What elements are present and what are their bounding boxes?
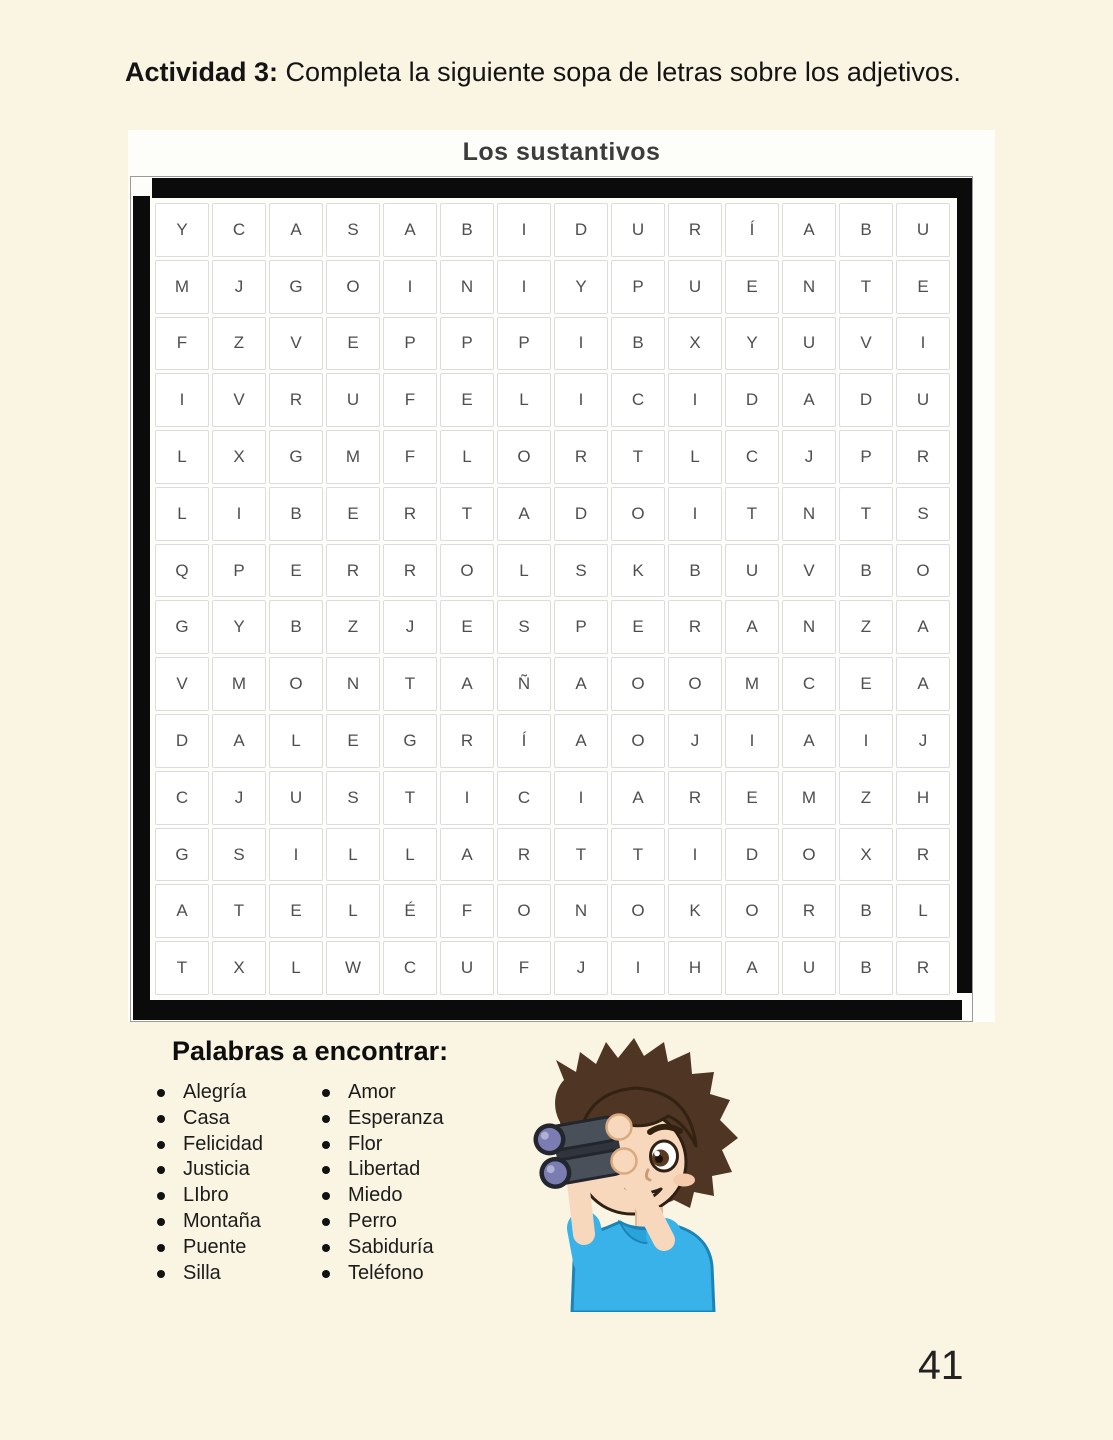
grid-cell-r3c8: I [554,317,608,371]
grid-cell-r10c10: J [668,714,722,768]
grid-cell-r9c3: O [269,657,323,711]
grid-cell-r10c12: A [782,714,836,768]
boy-blush [673,1174,695,1187]
grid-cell-r6c4: E [326,487,380,541]
grid-cell-r7c13: B [839,544,893,598]
boy-hand [607,1115,632,1140]
grid-cell-r3c11: Y [725,317,779,371]
word-item: Silla [153,1261,263,1287]
grid-cell-r11c14: H [896,771,950,825]
grid-cell-r11c4: S [326,771,380,825]
grid-cell-r9c5: T [383,657,437,711]
word-item: Libertad [318,1157,444,1183]
grid-cell-r1c10: R [668,203,722,257]
grid-cell-r9c10: O [668,657,722,711]
grid-cell-r6c8: D [554,487,608,541]
grid-cell-r7c5: R [383,544,437,598]
grid-cell-r11c11: E [725,771,779,825]
grid-cell-r12c2: S [212,828,266,882]
grid-cell-r3c13: V [839,317,893,371]
grid-cell-r7c9: K [611,544,665,598]
grid-cell-r3c4: E [326,317,380,371]
grid-cell-r14c13: B [839,941,893,995]
grid-cell-r6c6: T [440,487,494,541]
grid-cell-r13c1: A [155,884,209,938]
grid-cell-r5c4: M [326,430,380,484]
grid-cell-r3c3: V [269,317,323,371]
grid-cell-r14c10: H [668,941,722,995]
grid-cell-r5c10: L [668,430,722,484]
grid-cell-r3c5: P [383,317,437,371]
word-item: Flor [318,1132,444,1158]
grid-cell-r8c8: P [554,600,608,654]
grid-cell-r1c14: U [896,203,950,257]
word-item: LIbro [153,1183,263,1209]
grid-cell-r4c13: D [839,373,893,427]
grid-cell-r9c7: Ñ [497,657,551,711]
word-item: Teléfono [318,1261,444,1287]
grid-cell-r2c6: N [440,260,494,314]
grid-cell-r13c11: O [725,884,779,938]
grid-cell-r10c2: A [212,714,266,768]
grid-cell-r7c3: E [269,544,323,598]
grid-cell-r5c7: O [497,430,551,484]
grid-cell-r11c9: A [611,771,665,825]
grid-cell-r6c11: T [725,487,779,541]
grid-cell-r9c13: E [839,657,893,711]
grid-cell-r7c10: B [668,544,722,598]
grid-cell-r10c7: Í [497,714,551,768]
grid-cell-r1c13: B [839,203,893,257]
grid-cell-r2c1: M [155,260,209,314]
grid-cell-r1c1: Y [155,203,209,257]
grid-cell-r5c11: C [725,430,779,484]
letter-grid [155,203,950,995]
puzzle-frame-left-bar [133,196,150,1020]
grid-cell-r13c13: B [839,884,893,938]
grid-cell-r12c13: X [839,828,893,882]
grid-cell-r1c6: B [440,203,494,257]
grid-cell-r8c14: A [896,600,950,654]
word-item: Felicidad [153,1132,263,1158]
grid-cell-r9c2: M [212,657,266,711]
grid-cell-r12c5: L [383,828,437,882]
grid-cell-r2c13: T [839,260,893,314]
grid-cell-r9c6: A [440,657,494,711]
word-item: Justicia [153,1157,263,1183]
grid-cell-r4c14: U [896,373,950,427]
grid-cell-r10c5: G [383,714,437,768]
grid-cell-r7c1: Q [155,544,209,598]
puzzle-frame-top-bar [152,178,970,198]
grid-cell-r4c5: F [383,373,437,427]
grid-cell-r5c9: T [611,430,665,484]
grid-cell-r3c2: Z [212,317,266,371]
grid-cell-r1c3: A [269,203,323,257]
grid-cell-r11c2: J [212,771,266,825]
grid-cell-r8c4: Z [326,600,380,654]
grid-cell-r3c6: P [440,317,494,371]
grid-cell-r11c12: M [782,771,836,825]
grid-cell-r8c9: E [611,600,665,654]
grid-cell-r9c12: C [782,657,836,711]
grid-cell-r11c6: I [440,771,494,825]
grid-cell-r1c2: C [212,203,266,257]
word-list-heading: Palabras a encontrar: [172,1036,449,1066]
grid-cell-r4c2: V [212,373,266,427]
grid-cell-r6c9: O [611,487,665,541]
grid-cell-r7c7: L [497,544,551,598]
word-item: Alegría [153,1080,263,1106]
grid-cell-r6c10: I [668,487,722,541]
grid-cell-r10c13: I [839,714,893,768]
grid-cell-r13c14: L [896,884,950,938]
grid-cell-r6c1: L [155,487,209,541]
grid-cell-r9c11: M [725,657,779,711]
grid-cell-r8c10: R [668,600,722,654]
grid-cell-r1c4: S [326,203,380,257]
grid-cell-r4c9: C [611,373,665,427]
grid-cell-r7c14: O [896,544,950,598]
grid-cell-r13c6: F [440,884,494,938]
grid-cell-r2c5: I [383,260,437,314]
grid-cell-r1c12: A [782,203,836,257]
grid-cell-r9c8: A [554,657,608,711]
grid-cell-r5c1: L [155,430,209,484]
grid-cell-r12c3: I [269,828,323,882]
grid-cell-r12c10: I [668,828,722,882]
grid-cell-r13c4: L [326,884,380,938]
grid-cell-r6c3: B [269,487,323,541]
grid-cell-r5c5: F [383,430,437,484]
grid-cell-r7c2: P [212,544,266,598]
grid-cell-r3c14: I [896,317,950,371]
word-item: Esperanza [318,1106,444,1132]
grid-cell-r11c7: C [497,771,551,825]
grid-cell-r6c2: I [212,487,266,541]
word-item: Montaña [153,1209,263,1235]
grid-cell-r4c4: U [326,373,380,427]
grid-cell-r6c14: S [896,487,950,541]
grid-cell-r1c5: A [383,203,437,257]
word-item: Amor [318,1080,444,1106]
grid-cell-r2c3: G [269,260,323,314]
grid-cell-r12c9: T [611,828,665,882]
puzzle-frame-bottom-bar [133,1000,962,1020]
grid-cell-r6c5: R [383,487,437,541]
grid-cell-r10c14: J [896,714,950,768]
grid-cell-r12c14: R [896,828,950,882]
grid-cell-r14c2: X [212,941,266,995]
grid-cell-r2c12: N [782,260,836,314]
grid-cell-r9c4: N [326,657,380,711]
grid-cell-r6c12: N [782,487,836,541]
grid-cell-r1c8: D [554,203,608,257]
grid-cell-r14c8: J [554,941,608,995]
grid-cell-r4c8: I [554,373,608,427]
grid-cell-r2c8: Y [554,260,608,314]
grid-cell-r3c1: F [155,317,209,371]
grid-cell-r11c8: I [554,771,608,825]
boy-hand [612,1149,637,1174]
grid-cell-r12c7: R [497,828,551,882]
grid-cell-r5c3: G [269,430,323,484]
grid-cell-r6c13: T [839,487,893,541]
grid-cell-r1c9: U [611,203,665,257]
grid-cell-r2c10: U [668,260,722,314]
grid-cell-r4c1: I [155,373,209,427]
word-item: Sabiduría [318,1235,444,1261]
grid-cell-r13c3: E [269,884,323,938]
grid-cell-r14c9: I [611,941,665,995]
grid-cell-r13c7: O [497,884,551,938]
grid-cell-r13c5: É [383,884,437,938]
grid-cell-r13c10: K [668,884,722,938]
grid-cell-r12c1: G [155,828,209,882]
grid-cell-r1c11: Í [725,203,779,257]
boy-with-binoculars-illustration [498,1030,746,1312]
grid-cell-r8c13: Z [839,600,893,654]
grid-cell-r8c3: B [269,600,323,654]
grid-cell-r3c7: P [497,317,551,371]
grid-cell-r10c11: I [725,714,779,768]
grid-cell-r10c4: E [326,714,380,768]
grid-cell-r14c3: L [269,941,323,995]
puzzle-title: Los sustantivos [462,138,661,166]
activity-label: Actividad 3: [125,57,279,87]
word-list-1 [153,1080,263,1286]
word-item: Miedo [318,1183,444,1209]
grid-cell-r10c8: A [554,714,608,768]
grid-cell-r8c7: S [497,600,551,654]
grid-cell-r2c7: I [497,260,551,314]
puzzle-frame-right-bar [957,178,972,993]
grid-cell-r8c11: A [725,600,779,654]
grid-cell-r9c9: O [611,657,665,711]
grid-cell-r12c12: O [782,828,836,882]
grid-cell-r13c8: N [554,884,608,938]
grid-cell-r4c10: I [668,373,722,427]
grid-cell-r13c12: R [782,884,836,938]
grid-cell-r5c12: J [782,430,836,484]
grid-cell-r4c3: R [269,373,323,427]
grid-cell-r8c1: G [155,600,209,654]
activity-instruction [125,52,997,94]
grid-cell-r4c6: E [440,373,494,427]
grid-cell-r7c8: S [554,544,608,598]
grid-cell-r8c12: N [782,600,836,654]
grid-cell-r12c8: T [554,828,608,882]
grid-cell-r6c7: A [497,487,551,541]
grid-cell-r5c6: L [440,430,494,484]
grid-cell-r7c6: O [440,544,494,598]
word-list-2 [318,1080,444,1286]
grid-cell-r5c14: R [896,430,950,484]
page-number: 41 [918,1342,964,1388]
grid-cell-r7c11: U [725,544,779,598]
grid-cell-r14c14: R [896,941,950,995]
grid-cell-r3c10: X [668,317,722,371]
grid-cell-r10c1: D [155,714,209,768]
grid-cell-r13c2: T [212,884,266,938]
grid-cell-r11c5: T [383,771,437,825]
grid-cell-r12c6: A [440,828,494,882]
grid-cell-r11c3: U [269,771,323,825]
grid-cell-r3c12: U [782,317,836,371]
word-item: Casa [153,1106,263,1132]
grid-cell-r13c9: O [611,884,665,938]
grid-cell-r12c11: D [725,828,779,882]
grid-cell-r10c3: L [269,714,323,768]
puzzle-card [128,130,995,1022]
grid-cell-r14c1: T [155,941,209,995]
word-item: Perro [318,1209,444,1235]
grid-cell-r7c12: V [782,544,836,598]
grid-cell-r2c14: E [896,260,950,314]
grid-cell-r14c7: F [497,941,551,995]
grid-cell-r10c6: R [440,714,494,768]
grid-cell-r8c6: E [440,600,494,654]
grid-cell-r4c12: A [782,373,836,427]
grid-cell-r14c6: U [440,941,494,995]
activity-text: Completa la siguiente sopa de letras sobre los adjetivos. [278,57,961,87]
grid-cell-r7c4: R [326,544,380,598]
grid-cell-r5c8: R [554,430,608,484]
grid-cell-r2c2: J [212,260,266,314]
grid-cell-r11c10: R [668,771,722,825]
grid-cell-r4c7: L [497,373,551,427]
grid-cell-r4c11: D [725,373,779,427]
grid-cell-r10c9: O [611,714,665,768]
grid-cell-r2c11: E [725,260,779,314]
grid-cell-r2c4: O [326,260,380,314]
grid-cell-r11c13: Z [839,771,893,825]
grid-cell-r14c11: A [725,941,779,995]
grid-cell-r14c4: W [326,941,380,995]
grid-cell-r14c12: U [782,941,836,995]
grid-cell-r2c9: P [611,260,665,314]
grid-cell-r5c13: P [839,430,893,484]
grid-cell-r9c1: V [155,657,209,711]
grid-cell-r3c9: B [611,317,665,371]
grid-cell-r11c1: C [155,771,209,825]
grid-cell-r8c2: Y [212,600,266,654]
grid-cell-r12c4: L [326,828,380,882]
grid-cell-r8c5: J [383,600,437,654]
grid-cell-r9c14: A [896,657,950,711]
grid-cell-r5c2: X [212,430,266,484]
grid-cell-r1c7: I [497,203,551,257]
word-item: Puente [153,1235,263,1261]
grid-cell-r14c5: C [383,941,437,995]
